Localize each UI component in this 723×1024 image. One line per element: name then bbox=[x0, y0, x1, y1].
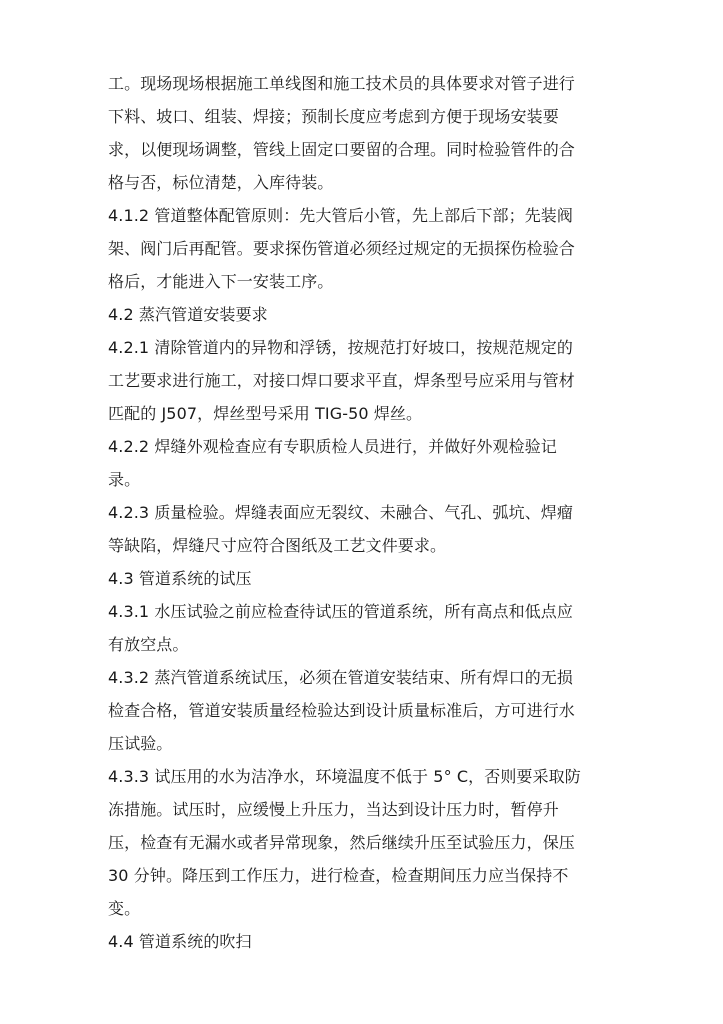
section-heading: 4.3 管道系统的试压 bbox=[108, 569, 252, 588]
text-line: 4.3.1 水压试验之前应检查待试压的管道系统，所有高点和低点应 bbox=[108, 602, 573, 621]
text-line: 冻措施。试压时，应缓慢上升压力，当达到设计压力时，暂停升 bbox=[108, 800, 559, 819]
text-line: 匹配的 J507，焊丝型号采用 TIG-50 焊丝。 bbox=[108, 404, 423, 423]
section-heading: 4.2 蒸汽管道安装要求 bbox=[108, 305, 268, 324]
text-line: 4.2.2 焊缝外观检查应有专职质检人员进行，并做好外观检验记 bbox=[108, 437, 557, 456]
section-heading: 4.4 管道系统的吹扫 bbox=[108, 932, 252, 951]
text-line: 求，以便现场调整，管线上固定口要留的合理。同时检验管件的合 bbox=[108, 140, 575, 159]
text-line: 有放空点。 bbox=[108, 635, 189, 654]
text-line: 4.3.3 试压用的水为洁净水，环境温度不低于 5° C，否则要采取防 bbox=[108, 767, 581, 786]
text-line: 工艺要求进行施工，对接口焊口要求平直，焊条型号应采用与管材 bbox=[108, 371, 575, 390]
text-line: 下料、坡口、组装、焊接；预制长度应考虑到方便于现场安装要 bbox=[108, 107, 559, 126]
text-line: 录。 bbox=[108, 470, 141, 489]
text-line: 4.3.2 蒸汽管道系统试压，必须在管道安装结束、所有焊口的无损 bbox=[108, 668, 573, 687]
text-line: 检查合格，管道安装质量经检验达到设计质量标准后，方可进行水 bbox=[108, 701, 575, 720]
text-line: 等缺陷，焊缝尺寸应符合图纸及工艺文件要求。 bbox=[108, 536, 447, 555]
text-line: 压试验。 bbox=[108, 734, 173, 753]
text-line: 4.2.1 清除管道内的异物和浮锈，按规范打好坡口，按规范规定的 bbox=[108, 338, 573, 357]
text-line: 4.2.3 质量检验。焊缝表面应无裂纹、未融合、气孔、弧坑、焊瘤 bbox=[108, 503, 573, 522]
text-line: 架、阀门后再配管。要求探伤管道必须经过规定的无损探伤检验合 bbox=[108, 239, 575, 258]
text-line: 格后，才能进入下一安装工序。 bbox=[108, 272, 334, 291]
text-line: 变。 bbox=[108, 899, 141, 918]
text-line: 工。现场现场根据施工单线图和施工技术员的具体要求对管子进行 bbox=[108, 74, 575, 93]
text-line: 4.1.2 管道整体配管原则：先大管后小管，先上部后下部；先装阀 bbox=[108, 206, 573, 225]
text-line: 30 分钟。降压到工作压力，进行检查，检查期间压力应当保持不 bbox=[108, 866, 569, 885]
text-line: 压，检查有无漏水或者异常现象，然后继续升压至试验压力，保压 bbox=[108, 833, 575, 852]
text-line: 格与否，标位清楚，入库待装。 bbox=[108, 173, 334, 192]
